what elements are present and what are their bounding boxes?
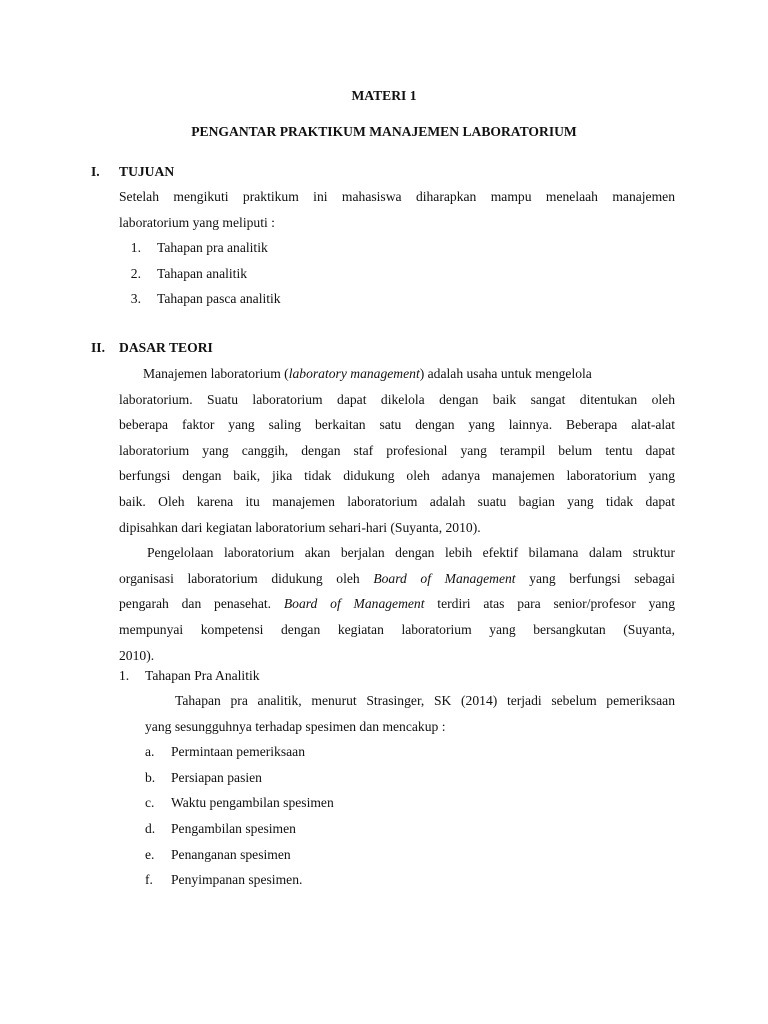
section-title: DASAR TEORI bbox=[119, 340, 213, 355]
doc-subtitle: PENGANTAR PRAKTIKUM MANAJEMEN LABORATORIUM bbox=[191, 124, 577, 139]
paragraph-line: laboratorium yang meliputi : bbox=[119, 214, 275, 230]
subsection-title: Tahapan Pra Analitik bbox=[145, 668, 260, 683]
section-title: TUJUAN bbox=[119, 164, 175, 179]
paragraph-line: organisasi laboratorium didukung oleh Board of Management yang berfungsi sebagai bbox=[119, 570, 675, 586]
subsection-body bbox=[145, 688, 675, 893]
list-item: d. Pengambilan spesimen bbox=[145, 820, 296, 836]
doc-title: MATERI 1 bbox=[351, 88, 417, 103]
list-item: 3. Tahapan pasca analitik bbox=[130, 291, 281, 307]
subsection-heading bbox=[119, 663, 675, 689]
subsection-number: 1. bbox=[119, 668, 130, 683]
paragraph-line: mempunyai kompetensi dengan kegiatan laboratorium yang bersangkutan (Suyanta, bbox=[119, 621, 675, 637]
paragraph-line: Manajemen laboratorium (laboratory management) adalah usaha untuk mengelola bbox=[143, 366, 592, 381]
list-item: e. Penanganan spesimen bbox=[145, 846, 291, 862]
list-item: 2. Tahapan analitik bbox=[130, 265, 248, 281]
paragraph-line: 2010). bbox=[119, 647, 155, 663]
section-heading-tujuan bbox=[91, 164, 174, 180]
paragraph-line: pengarah dan penasehat. Board of Management terdiri atas para senior/profesor yang bbox=[119, 596, 675, 612]
list-item: b. Persiapan pasien bbox=[145, 769, 262, 785]
paragraph-line: Pengelolaan laboratorium akan berjalan dengan lebih efektif bilamana dalam struktur bbox=[147, 545, 675, 561]
paragraph-line: berfungsi dengan baik, jika tidak didukung oleh adanya manajemen laboratorium yang bbox=[119, 468, 675, 484]
paragraph-line: baik. Oleh karena itu manajemen laboratorium adalah suatu bagian yang tidak dapat bbox=[119, 493, 675, 509]
paragraph-line: Setelah mengikuti praktikum ini mahasiswa diharapkan mampu menelaah manajemen bbox=[119, 189, 675, 204]
list-item: a. Permintaan pemeriksaan bbox=[145, 744, 305, 760]
list-item: f. Penyimpanan spesimen. bbox=[145, 872, 303, 888]
section-body-dasar-teori bbox=[119, 361, 675, 668]
paragraph-line: laboratorium. Suatu laboratorium dapat dikelola dengan baik sangat ditentukan oleh bbox=[119, 391, 675, 407]
list-item: 1. Tahapan pra analitik bbox=[130, 240, 268, 256]
paragraph-line: Tahapan pra analitik, menurut Strasinger, SK (2014) terjadi sebelum pemeriksaan bbox=[175, 693, 675, 708]
paragraph-line: yang sesungguhnya terhadap spesimen dan mencakup : bbox=[145, 718, 446, 734]
section-body-tujuan bbox=[119, 184, 675, 312]
section-number: II. bbox=[91, 340, 105, 355]
paragraph-line: beberapa faktor yang saling berkaitan satu dengan yang lainnya. Beberapa alat-alat bbox=[119, 417, 675, 433]
list-item: c. Waktu pengambilan spesimen bbox=[145, 795, 334, 811]
paragraph-line: dipisahkan dari kegiatan laboratorium sehari-hari (Suyanta, 2010). bbox=[119, 519, 481, 535]
section-number: I. bbox=[91, 164, 100, 179]
paragraph-line: laboratorium yang canggih, dengan staf profesional yang terampil belum tentu dapat bbox=[119, 442, 675, 458]
alpha-list bbox=[145, 739, 675, 893]
section-heading-dasar-teori bbox=[91, 340, 213, 356]
